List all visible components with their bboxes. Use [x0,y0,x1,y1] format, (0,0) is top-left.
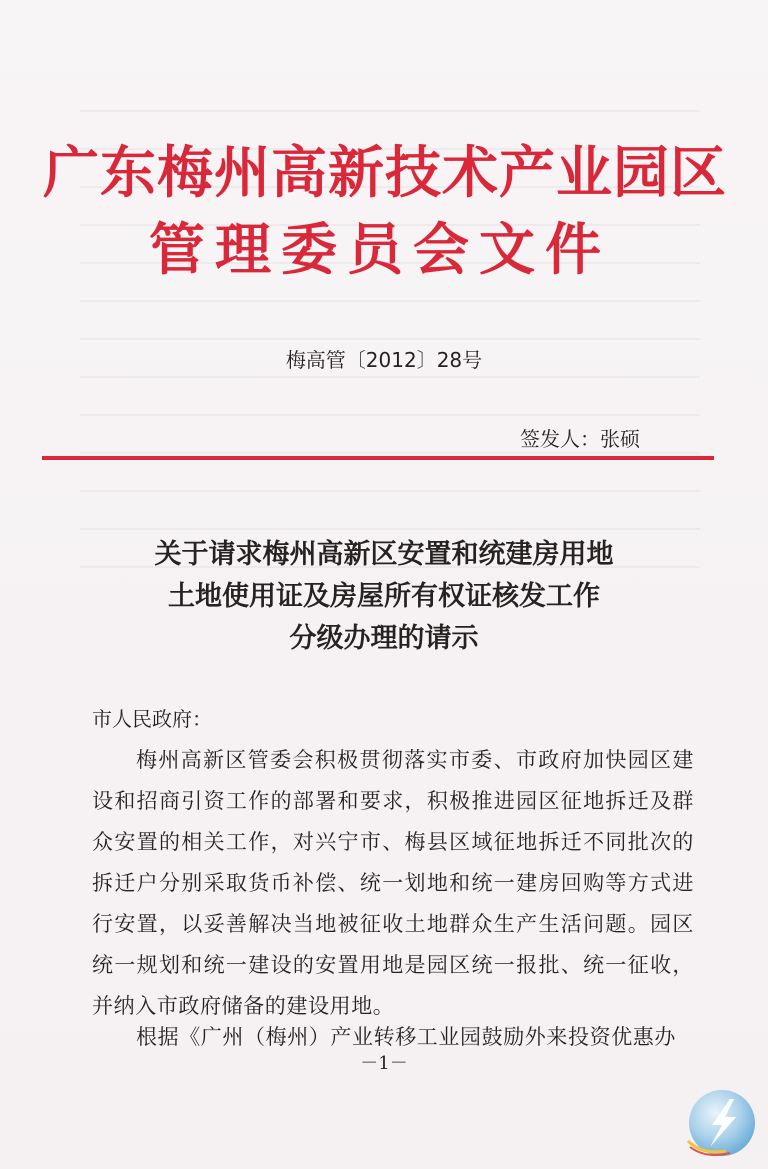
body-paragraph-2: 根据《广州（梅州）产业转移工业园鼓励外来投资优惠办 [136,1025,676,1049]
document-number: 梅高管〔2012〕28号 [285,348,483,372]
body-paragraph-1: 梅州高新区管委会积极贯彻落实市委、市政府加快园区建设和招商引资工作的部署和要求，积极推进园区征地拆迁及群众安置的相关工作，对兴宁市、梅县区域征地拆迁不同批次的拆迁户分别采取货币补偿、统一划地和统一建房回购等方式进行安置，以妥善解决当地被征收土地群众生产生活问题。园区统一规划和统一建设的安置用地是园区统一报批、统一征收，并纳入市政府储备的建设用地。 [92,748,694,1018]
title-line-3: 分级办理的请示 [289,623,479,654]
lightning-globe-icon [680,1085,758,1163]
red-divider-line [42,456,714,460]
header-line-2: 管理委员会文件 [149,217,611,283]
header-line-1: 广东梅州高新技术产业园区 [43,140,727,206]
page-number: －1－ [360,1053,408,1074]
salutation: 市人民政府： [92,707,212,731]
title-line-1: 关于请求梅州高新区安置和统建房用地 [154,539,614,570]
signer: 签发人：张硕 [520,427,640,451]
title-line-2: 土地使用证及房屋所有权证核发工作 [168,581,600,612]
